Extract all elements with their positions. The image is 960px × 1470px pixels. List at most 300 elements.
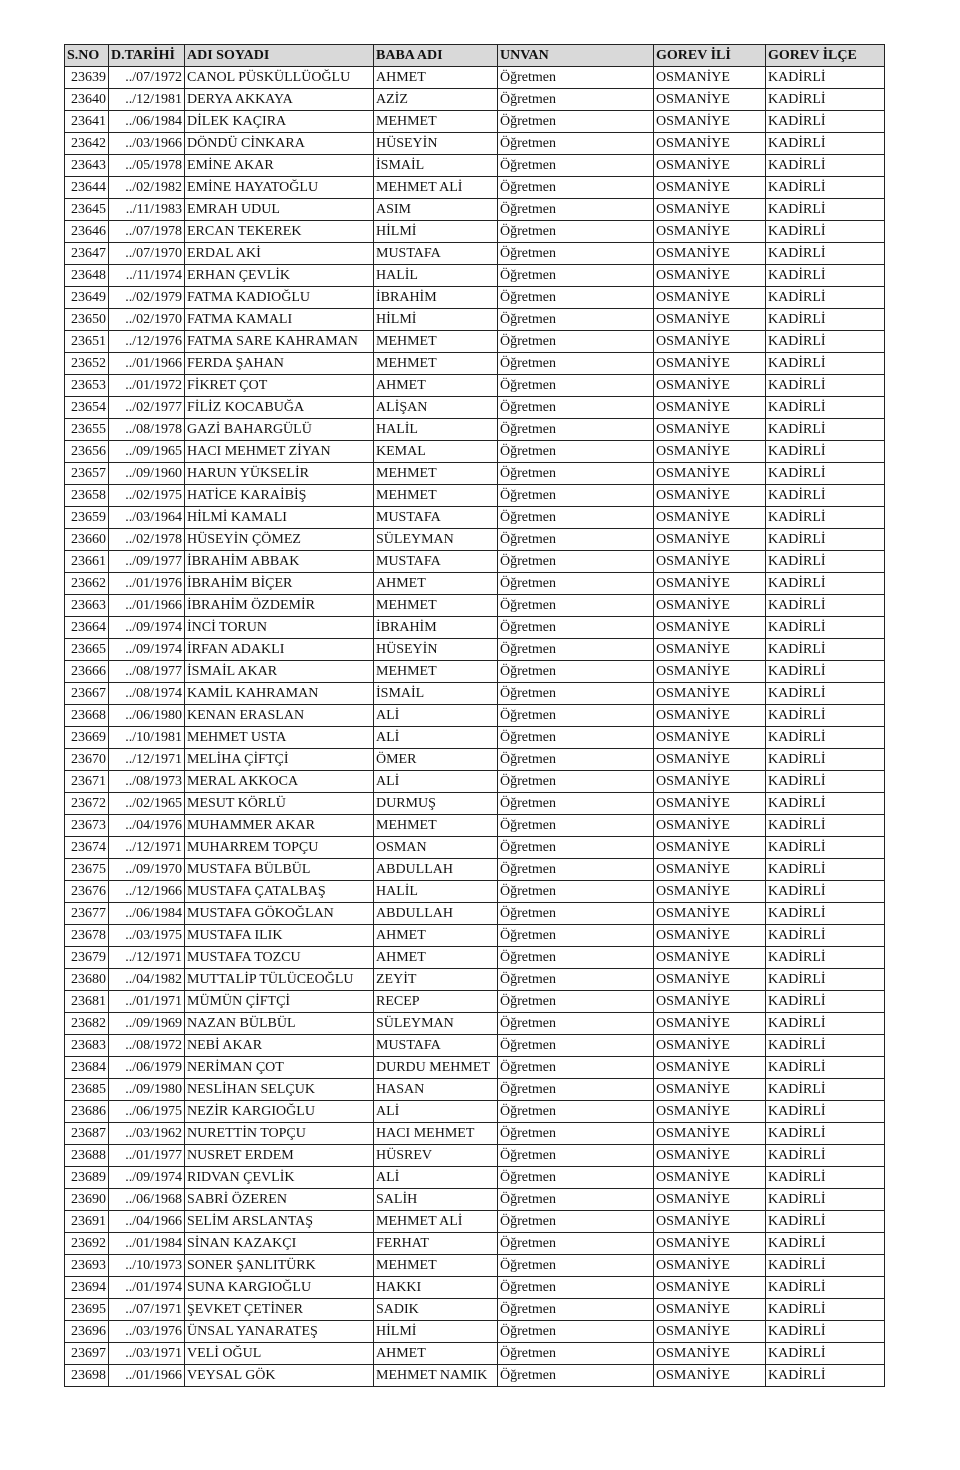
cell-district: KADİRLİ: [766, 89, 885, 111]
table-row: [65, 1035, 885, 1057]
cell-full-name: HARUN YÜKSELİR: [185, 463, 374, 485]
cell-title: Öğretmen: [498, 749, 654, 771]
cell-father-name: KEMAL: [374, 441, 498, 463]
cell-title: Öğretmen: [498, 1343, 654, 1365]
cell-sno: 23677: [65, 903, 109, 925]
cell-full-name: MUHARREM TOPÇU: [185, 837, 374, 859]
cell-birth-date: ../06/1984: [109, 111, 185, 133]
cell-province: OSMANİYE: [654, 639, 766, 661]
cell-sno: 23647: [65, 243, 109, 265]
cell-full-name: MUSTAFA ILIK: [185, 925, 374, 947]
cell-province: OSMANİYE: [654, 419, 766, 441]
cell-district: KADİRLİ: [766, 1211, 885, 1233]
cell-district: KADİRLİ: [766, 727, 885, 749]
cell-father-name: SÜLEYMAN: [374, 529, 498, 551]
cell-father-name: ALİŞAN: [374, 397, 498, 419]
cell-sno: 23664: [65, 617, 109, 639]
cell-father-name: HİLMİ: [374, 309, 498, 331]
cell-district: KADİRLİ: [766, 1013, 885, 1035]
table-row: [65, 265, 885, 287]
cell-father-name: AHMET: [374, 375, 498, 397]
cell-full-name: İSMAİL AKAR: [185, 661, 374, 683]
cell-title: Öğretmen: [498, 1255, 654, 1277]
cell-province: OSMANİYE: [654, 881, 766, 903]
cell-birth-date: ../09/1977: [109, 551, 185, 573]
cell-birth-date: ../01/1971: [109, 991, 185, 1013]
cell-province: OSMANİYE: [654, 1233, 766, 1255]
cell-father-name: HAKKI: [374, 1277, 498, 1299]
table-row: [65, 287, 885, 309]
cell-district: KADİRLİ: [766, 221, 885, 243]
cell-birth-date: ../01/1966: [109, 353, 185, 375]
cell-birth-date: ../03/1962: [109, 1123, 185, 1145]
cell-district: KADİRLİ: [766, 397, 885, 419]
cell-province: OSMANİYE: [654, 111, 766, 133]
cell-title: Öğretmen: [498, 793, 654, 815]
cell-title: Öğretmen: [498, 617, 654, 639]
table-row: [65, 815, 885, 837]
cell-father-name: MUSTAFA: [374, 551, 498, 573]
table-row: [65, 661, 885, 683]
cell-sno: 23691: [65, 1211, 109, 1233]
cell-district: KADİRLİ: [766, 1233, 885, 1255]
cell-sno: 23651: [65, 331, 109, 353]
cell-birth-date: ../03/1971: [109, 1343, 185, 1365]
cell-province: OSMANİYE: [654, 617, 766, 639]
cell-district: KADİRLİ: [766, 771, 885, 793]
cell-birth-date: ../10/1981: [109, 727, 185, 749]
cell-province: OSMANİYE: [654, 397, 766, 419]
cell-province: OSMANİYE: [654, 89, 766, 111]
cell-full-name: DERYA AKKAYA: [185, 89, 374, 111]
cell-full-name: FATMA KADIOĞLU: [185, 287, 374, 309]
cell-full-name: HACI MEHMET ZİYAN: [185, 441, 374, 463]
cell-full-name: İRFAN ADAKLI: [185, 639, 374, 661]
cell-sno: 23645: [65, 199, 109, 221]
cell-birth-date: ../01/1974: [109, 1277, 185, 1299]
cell-birth-date: ../06/1980: [109, 705, 185, 727]
table-row: [65, 1365, 885, 1387]
cell-father-name: HALİL: [374, 881, 498, 903]
cell-title: Öğretmen: [498, 551, 654, 573]
cell-title: Öğretmen: [498, 397, 654, 419]
cell-sno: 23676: [65, 881, 109, 903]
table-row: [65, 705, 885, 727]
cell-full-name: MUSTAFA BÜLBÜL: [185, 859, 374, 881]
cell-province: OSMANİYE: [654, 815, 766, 837]
cell-birth-date: ../12/1971: [109, 947, 185, 969]
cell-birth-date: ../07/1972: [109, 67, 185, 89]
cell-sno: 23646: [65, 221, 109, 243]
cell-district: KADİRLİ: [766, 705, 885, 727]
cell-father-name: MEHMET: [374, 331, 498, 353]
table-row: [65, 529, 885, 551]
cell-father-name: İBRAHİM: [374, 617, 498, 639]
cell-province: OSMANİYE: [654, 507, 766, 529]
table-row: [65, 1057, 885, 1079]
cell-full-name: ÜNSAL YANARATEŞ: [185, 1321, 374, 1343]
cell-district: KADİRLİ: [766, 1255, 885, 1277]
cell-birth-date: ../09/1980: [109, 1079, 185, 1101]
cell-title: Öğretmen: [498, 177, 654, 199]
cell-full-name: KENAN ERASLAN: [185, 705, 374, 727]
cell-district: KADİRLİ: [766, 859, 885, 881]
cell-birth-date: ../09/1960: [109, 463, 185, 485]
cell-full-name: SABRİ ÖZEREN: [185, 1189, 374, 1211]
cell-father-name: OSMAN: [374, 837, 498, 859]
cell-father-name: İSMAİL: [374, 155, 498, 177]
table-row: [65, 1299, 885, 1321]
cell-title: Öğretmen: [498, 155, 654, 177]
cell-full-name: EMİNE HAYATOĞLU: [185, 177, 374, 199]
cell-title: Öğretmen: [498, 727, 654, 749]
cell-full-name: HATİCE KARAİBİŞ: [185, 485, 374, 507]
cell-district: KADİRLİ: [766, 287, 885, 309]
cell-full-name: SELİM ARSLANTAŞ: [185, 1211, 374, 1233]
header-district: GOREV İLÇE: [766, 45, 885, 67]
cell-full-name: MUSTAFA GÖKOĞLAN: [185, 903, 374, 925]
table-row: [65, 441, 885, 463]
table-row: [65, 1145, 885, 1167]
cell-province: OSMANİYE: [654, 1321, 766, 1343]
cell-full-name: GAZİ BAHARGÜLÜ: [185, 419, 374, 441]
cell-sno: 23667: [65, 683, 109, 705]
cell-birth-date: ../01/1984: [109, 1233, 185, 1255]
cell-birth-date: ../02/1975: [109, 485, 185, 507]
table-row: [65, 177, 885, 199]
cell-title: Öğretmen: [498, 1189, 654, 1211]
cell-province: OSMANİYE: [654, 265, 766, 287]
cell-province: OSMANİYE: [654, 1079, 766, 1101]
cell-birth-date: ../03/1964: [109, 507, 185, 529]
personnel-table: [64, 44, 885, 1387]
cell-sno: 23665: [65, 639, 109, 661]
cell-title: Öğretmen: [498, 639, 654, 661]
cell-title: Öğretmen: [498, 1013, 654, 1035]
cell-province: OSMANİYE: [654, 1277, 766, 1299]
cell-sno: 23658: [65, 485, 109, 507]
cell-title: Öğretmen: [498, 287, 654, 309]
table-row: [65, 859, 885, 881]
cell-district: KADİRLİ: [766, 1277, 885, 1299]
cell-full-name: MÜMÜN ÇİFTÇİ: [185, 991, 374, 1013]
cell-title: Öğretmen: [498, 661, 654, 683]
table-row: [65, 155, 885, 177]
table-row: [65, 1189, 885, 1211]
cell-province: OSMANİYE: [654, 1013, 766, 1035]
cell-district: KADİRLİ: [766, 903, 885, 925]
cell-title: Öğretmen: [498, 837, 654, 859]
cell-sno: 23681: [65, 991, 109, 1013]
cell-father-name: SALİH: [374, 1189, 498, 1211]
table-row: [65, 925, 885, 947]
cell-father-name: AHMET: [374, 573, 498, 595]
cell-district: KADİRLİ: [766, 485, 885, 507]
cell-province: OSMANİYE: [654, 1167, 766, 1189]
cell-title: Öğretmen: [498, 1211, 654, 1233]
cell-birth-date: ../04/1976: [109, 815, 185, 837]
cell-title: Öğretmen: [498, 991, 654, 1013]
cell-district: KADİRLİ: [766, 793, 885, 815]
cell-province: OSMANİYE: [654, 859, 766, 881]
cell-birth-date: ../02/1978: [109, 529, 185, 551]
cell-birth-date: ../12/1981: [109, 89, 185, 111]
header-sno: S.NO: [65, 45, 109, 67]
cell-province: OSMANİYE: [654, 947, 766, 969]
cell-father-name: MEHMET: [374, 111, 498, 133]
cell-province: OSMANİYE: [654, 1343, 766, 1365]
cell-province: OSMANİYE: [654, 309, 766, 331]
cell-sno: 23663: [65, 595, 109, 617]
cell-district: KADİRLİ: [766, 683, 885, 705]
cell-father-name: MUSTAFA: [374, 507, 498, 529]
cell-district: KADİRLİ: [766, 573, 885, 595]
cell-father-name: SADIK: [374, 1299, 498, 1321]
cell-district: KADİRLİ: [766, 1167, 885, 1189]
cell-district: KADİRLİ: [766, 1145, 885, 1167]
table-row: [65, 111, 885, 133]
cell-father-name: AZİZ: [374, 89, 498, 111]
cell-birth-date: ../08/1974: [109, 683, 185, 705]
cell-district: KADİRLİ: [766, 463, 885, 485]
cell-sno: 23642: [65, 133, 109, 155]
cell-title: Öğretmen: [498, 375, 654, 397]
cell-sno: 23641: [65, 111, 109, 133]
cell-birth-date: ../12/1971: [109, 749, 185, 771]
cell-birth-date: ../06/1979: [109, 1057, 185, 1079]
cell-full-name: VELİ OĞUL: [185, 1343, 374, 1365]
cell-title: Öğretmen: [498, 243, 654, 265]
cell-full-name: MUHAMMER AKAR: [185, 815, 374, 837]
cell-full-name: DİLEK KAÇIRA: [185, 111, 374, 133]
cell-sno: 23660: [65, 529, 109, 551]
cell-full-name: FİKRET ÇOT: [185, 375, 374, 397]
cell-district: KADİRLİ: [766, 1343, 885, 1365]
cell-title: Öğretmen: [498, 1167, 654, 1189]
cell-title: Öğretmen: [498, 353, 654, 375]
cell-father-name: HALİL: [374, 265, 498, 287]
cell-title: Öğretmen: [498, 969, 654, 991]
cell-father-name: MEHMET: [374, 463, 498, 485]
cell-father-name: HACI MEHMET: [374, 1123, 498, 1145]
cell-full-name: MESUT KÖRLÜ: [185, 793, 374, 815]
cell-district: KADİRLİ: [766, 1365, 885, 1387]
table-row: [65, 67, 885, 89]
cell-father-name: MEHMET: [374, 485, 498, 507]
cell-father-name: ÖMER: [374, 749, 498, 771]
cell-full-name: MELİHA ÇİFTÇİ: [185, 749, 374, 771]
cell-district: KADİRLİ: [766, 661, 885, 683]
cell-title: Öğretmen: [498, 485, 654, 507]
cell-sno: 23673: [65, 815, 109, 837]
cell-title: Öğretmen: [498, 771, 654, 793]
cell-birth-date: ../10/1973: [109, 1255, 185, 1277]
cell-father-name: İSMAİL: [374, 683, 498, 705]
cell-full-name: FERDA ŞAHAN: [185, 353, 374, 375]
cell-birth-date: ../06/1968: [109, 1189, 185, 1211]
cell-sno: 23689: [65, 1167, 109, 1189]
cell-father-name: ASIM: [374, 199, 498, 221]
cell-title: Öğretmen: [498, 419, 654, 441]
cell-district: KADİRLİ: [766, 925, 885, 947]
cell-sno: 23661: [65, 551, 109, 573]
cell-birth-date: ../03/1975: [109, 925, 185, 947]
cell-district: KADİRLİ: [766, 67, 885, 89]
cell-birth-date: ../06/1984: [109, 903, 185, 925]
cell-father-name: MEHMET: [374, 1255, 498, 1277]
table-row: [65, 573, 885, 595]
cell-birth-date: ../02/1965: [109, 793, 185, 815]
cell-sno: 23670: [65, 749, 109, 771]
cell-province: OSMANİYE: [654, 1101, 766, 1123]
table-row: [65, 331, 885, 353]
cell-sno: 23653: [65, 375, 109, 397]
cell-district: KADİRLİ: [766, 353, 885, 375]
cell-title: Öğretmen: [498, 331, 654, 353]
cell-father-name: MEHMET: [374, 595, 498, 617]
cell-title: Öğretmen: [498, 859, 654, 881]
cell-province: OSMANİYE: [654, 551, 766, 573]
table-row: [65, 881, 885, 903]
cell-sno: 23686: [65, 1101, 109, 1123]
cell-province: OSMANİYE: [654, 375, 766, 397]
cell-title: Öğretmen: [498, 1233, 654, 1255]
table-row: [65, 837, 885, 859]
cell-sno: 23657: [65, 463, 109, 485]
cell-sno: 23655: [65, 419, 109, 441]
cell-district: KADİRLİ: [766, 309, 885, 331]
cell-birth-date: ../09/1974: [109, 617, 185, 639]
cell-full-name: NURETTİN TOPÇU: [185, 1123, 374, 1145]
cell-sno: 23679: [65, 947, 109, 969]
cell-district: KADİRLİ: [766, 331, 885, 353]
cell-title: Öğretmen: [498, 595, 654, 617]
cell-district: KADİRLİ: [766, 507, 885, 529]
cell-father-name: AHMET: [374, 925, 498, 947]
cell-birth-date: ../09/1969: [109, 1013, 185, 1035]
cell-title: Öğretmen: [498, 1321, 654, 1343]
cell-province: OSMANİYE: [654, 463, 766, 485]
cell-district: KADİRLİ: [766, 969, 885, 991]
cell-father-name: HÜSEYİN: [374, 639, 498, 661]
cell-sno: 23669: [65, 727, 109, 749]
cell-birth-date: ../03/1976: [109, 1321, 185, 1343]
cell-father-name: ALİ: [374, 727, 498, 749]
cell-father-name: ALİ: [374, 1101, 498, 1123]
cell-district: KADİRLİ: [766, 265, 885, 287]
cell-sno: 23659: [65, 507, 109, 529]
cell-sno: 23649: [65, 287, 109, 309]
cell-district: KADİRLİ: [766, 1189, 885, 1211]
cell-province: OSMANİYE: [654, 287, 766, 309]
cell-sno: 23683: [65, 1035, 109, 1057]
cell-full-name: EMİNE AKAR: [185, 155, 374, 177]
cell-district: KADİRLİ: [766, 133, 885, 155]
cell-district: KADİRLİ: [766, 375, 885, 397]
cell-province: OSMANİYE: [654, 837, 766, 859]
cell-province: OSMANİYE: [654, 595, 766, 617]
cell-full-name: NAZAN BÜLBÜL: [185, 1013, 374, 1035]
cell-full-name: MERAL AKKOCA: [185, 771, 374, 793]
cell-full-name: NESLİHAN SELÇUK: [185, 1079, 374, 1101]
cell-sno: 23680: [65, 969, 109, 991]
cell-father-name: HÜSREV: [374, 1145, 498, 1167]
cell-father-name: DURDU MEHMET: [374, 1057, 498, 1079]
cell-title: Öğretmen: [498, 221, 654, 243]
cell-full-name: İBRAHİM ÖZDEMİR: [185, 595, 374, 617]
cell-sno: 23678: [65, 925, 109, 947]
cell-birth-date: ../12/1966: [109, 881, 185, 903]
cell-father-name: MUSTAFA: [374, 1035, 498, 1057]
cell-full-name: NEBİ AKAR: [185, 1035, 374, 1057]
cell-district: KADİRLİ: [766, 551, 885, 573]
cell-full-name: MUSTAFA ÇATALBAŞ: [185, 881, 374, 903]
table-row: [65, 551, 885, 573]
table-row: [65, 397, 885, 419]
cell-province: OSMANİYE: [654, 1211, 766, 1233]
header-title: UNVAN: [498, 45, 654, 67]
table-row: [65, 133, 885, 155]
cell-father-name: HASAN: [374, 1079, 498, 1101]
cell-district: KADİRLİ: [766, 155, 885, 177]
cell-father-name: ZEYİT: [374, 969, 498, 991]
cell-father-name: RECEP: [374, 991, 498, 1013]
cell-birth-date: ../07/1971: [109, 1299, 185, 1321]
header-full-name: ADI SOYADI: [185, 45, 374, 67]
cell-sno: 23682: [65, 1013, 109, 1035]
cell-district: KADİRLİ: [766, 1035, 885, 1057]
cell-title: Öğretmen: [498, 705, 654, 727]
cell-title: Öğretmen: [498, 309, 654, 331]
table-body: [65, 67, 885, 1387]
cell-province: OSMANİYE: [654, 1365, 766, 1387]
cell-full-name: CANOL PÜSKÜLLÜOĞLU: [185, 67, 374, 89]
cell-district: KADİRLİ: [766, 1057, 885, 1079]
table-row: [65, 617, 885, 639]
header-birth-date: D.TARİHİ: [109, 45, 185, 67]
cell-province: OSMANİYE: [654, 155, 766, 177]
header-row: [65, 45, 885, 67]
cell-birth-date: ../03/1966: [109, 133, 185, 155]
cell-father-name: SÜLEYMAN: [374, 1013, 498, 1035]
cell-district: KADİRLİ: [766, 617, 885, 639]
table-row: [65, 947, 885, 969]
cell-title: Öğretmen: [498, 683, 654, 705]
cell-title: Öğretmen: [498, 1277, 654, 1299]
cell-title: Öğretmen: [498, 133, 654, 155]
table-row: [65, 969, 885, 991]
cell-sno: 23687: [65, 1123, 109, 1145]
cell-full-name: FİLİZ KOCABUĞA: [185, 397, 374, 419]
cell-province: OSMANİYE: [654, 133, 766, 155]
cell-district: KADİRLİ: [766, 947, 885, 969]
cell-father-name: ALİ: [374, 771, 498, 793]
cell-sno: 23662: [65, 573, 109, 595]
table-row: [65, 793, 885, 815]
cell-sno: 23666: [65, 661, 109, 683]
table-row: [65, 221, 885, 243]
cell-full-name: NERİMAN ÇOT: [185, 1057, 374, 1079]
cell-full-name: İBRAHİM BİÇER: [185, 573, 374, 595]
cell-province: OSMANİYE: [654, 1057, 766, 1079]
table-row: [65, 1211, 885, 1233]
cell-full-name: VEYSAL GÖK: [185, 1365, 374, 1387]
cell-province: OSMANİYE: [654, 199, 766, 221]
cell-birth-date: ../01/1976: [109, 573, 185, 595]
cell-district: KADİRLİ: [766, 837, 885, 859]
cell-province: OSMANİYE: [654, 1035, 766, 1057]
cell-birth-date: ../04/1982: [109, 969, 185, 991]
